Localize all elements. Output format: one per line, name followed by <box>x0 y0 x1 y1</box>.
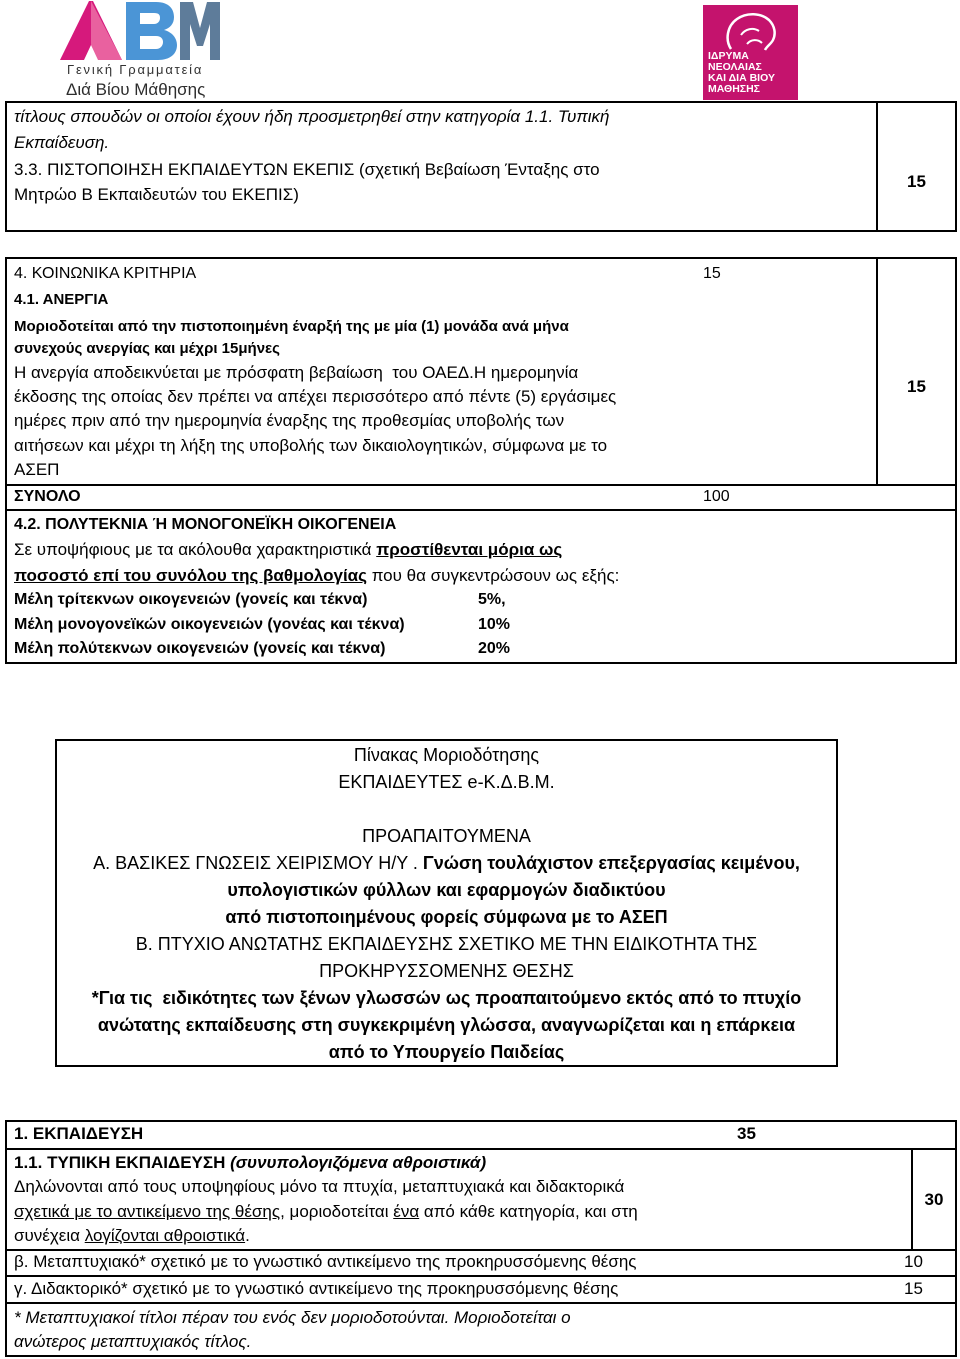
foundation-logo-text: ΜΑΘΗΣΗΣ <box>708 83 760 95</box>
unemployment-title: 4.1. ΑΝΕΡΓΙΑ <box>14 291 109 308</box>
total-label: ΣΥΝΟΛΟ <box>14 488 81 505</box>
requirement-a-text: Γνώση τουλάχιστον επεξεργασίας κειμένου, <box>422 853 800 873</box>
logo-general-secretariat-text: Γενική Γραμματεία <box>67 62 204 77</box>
text-line: Μητρώο Β Εκπαιδευτών του ΕΚΕΠΙΣ) <box>14 185 299 204</box>
language-note-text: από το Υπουργείο Παιδείας <box>328 1042 565 1062</box>
text-line: συνεχούς ανεργίας και μέχρι 15μήνες <box>14 340 280 357</box>
text-line: Η ανεργία αποδεικνύεται με πρόσφατη βεβαίωση του ΟΑΕΔ.Η ημερομηνία <box>14 363 579 382</box>
section-3-3-heading: 3.3. ΠΙΣΤΟΠΟΙΗΣΗ ΕΚΠΑΙΔΕΥΤΩΝ ΕΚΕΠΙΣ (σχετική Βεβαίωση Ένταξης στο <box>14 160 600 179</box>
foundation-logo-text: ΝΕΟΛΑΙΑΣ <box>708 61 762 73</box>
footnote-line: ανώτερος μεταπτυχιακός τίτλος. <box>14 1332 252 1351</box>
box-subtitle: ΕΚΠΑΙΔΕΥΤΕΣ e-Κ.Δ.Β.Μ. <box>338 772 555 792</box>
text-line <box>14 1226 250 1246</box>
family-intro-line <box>14 540 562 560</box>
foundation-logo-text: ΚΑΙ ΔΙΑ ΒΙΟΥ <box>708 72 775 84</box>
formal-education-title <box>14 1153 486 1173</box>
text-line: έκδοσης της οποίας δεν πρέπει να απέχει περισσότερο από πέντε (5) εργάσιμες <box>14 387 617 406</box>
logo-lifelong-learning-text: Διά Βίου Μάθησης <box>66 80 206 99</box>
requirement-a-line <box>57 852 836 874</box>
text-line: ημέρες πριν από την ημερομηνία έναρξης της προθεσμίας υποβολής των <box>14 411 565 430</box>
section-4-points: 15 <box>703 265 721 282</box>
masters-row-points: 10 <box>904 1252 923 1271</box>
text-line: τίτλους σπουδών οι οποίοι έχουν ήδη προσμετρηθεί στην κατηγορία 1.1. Τυπική <box>14 107 610 126</box>
requirement-b-text: ΠΡΟΚΗΡΥΣΣΟΜΕΝΗΣ ΘΕΣΗΣ <box>319 961 574 981</box>
row-divider <box>5 484 957 486</box>
text-span: . <box>245 1226 250 1245</box>
text-line: Μοριοδοτείται από την πιστοποιημένη έναρξή της με μία (1) μονάδα ανά μήνα <box>14 318 569 335</box>
text-line <box>14 1202 638 1222</box>
section-4-heading: 4. ΚΟΙΝΩΝΙΚΑ ΚΡΙΤΗΡΙΑ <box>14 265 197 282</box>
requirement-a-text: υπολογιστικών φύλλων και εφαρμογών διαδικτύου <box>227 880 666 900</box>
text-line: Εκπαίδευση. <box>14 133 110 152</box>
text-line: αιτήσεων και μέχρι τη λήξη της υποβολής των δικαιολογητικών, σύμφωνα με το <box>14 436 608 455</box>
family-row-value: 20% <box>478 640 511 657</box>
row-divider <box>5 1275 957 1277</box>
logo-letter-m <box>180 2 220 60</box>
title-span: 1.1. ΤΥΠΙΚΗ ΕΚΠΑΙΔΕΥΣΗ <box>14 1153 231 1172</box>
family-intro-line <box>14 566 619 586</box>
language-note-text: *Για τις ειδικότητες των ξένων γλωσσών ως προαπαιτούμενο εκτός από το πτυχίο <box>91 988 802 1008</box>
points-value: 15 <box>907 172 926 191</box>
emphasis-span: ποσοστό επί του συνόλου της βαθμολογίας <box>14 566 367 585</box>
text-span: , μοριοδοτείται <box>280 1202 394 1221</box>
row-divider <box>5 1148 957 1150</box>
box-title: Πίνακας Μοριοδότησης <box>353 745 540 765</box>
language-note-text: ανώτατης εκπαίδευσης στη συγκεκριμένη γλώσσα, αναγνωρίζεται και η επάρκεια <box>97 1015 796 1035</box>
formal-education-points: 30 <box>924 1190 944 1209</box>
text-span: Σε υποψήφιους με τα ακόλουθα χαρακτηριστικά <box>14 540 377 559</box>
row-divider <box>5 509 957 511</box>
family-row-label: Μέλη πολύτεκνων οικογενειών (γονείς και τέκνα) <box>14 640 386 657</box>
text-span: συνέχεια <box>14 1226 85 1245</box>
logo-letter-b <box>126 2 177 60</box>
family-row-label: Μέλη τρίτεκνων οικογενειών (γονείς και τέκνα) <box>14 591 368 608</box>
underlined-span: λογίζονται αθροιστικά <box>84 1226 246 1245</box>
education-heading: 1. ΕΚΠΑΙΔΕΥΣΗ <box>14 1124 144 1143</box>
points-value: 15 <box>907 377 926 396</box>
requirement-a-label: Α. ΒΑΣΙΚΕΣ ΓΝΩΣΕΙΣ ΧΕΙΡΙΣΜΟΥ Η/Υ . <box>93 853 423 873</box>
foundation-logo-text: ΙΔΡΥΜΑ <box>708 50 749 62</box>
masters-row-label: β. Μεταπτυχιακό* σχετικό με το γνωστικό αντικείμενο της προκηρυσσόμενης θέσης <box>14 1252 637 1271</box>
requirement-a-text: από πιστοποιημένους φορείς σύμφωνα με το ΑΣΕΠ <box>225 907 668 927</box>
row-divider <box>5 1249 957 1251</box>
prerequisites-heading: ΠΡΟΑΠΑΙΤΟΥΜΕΝΑ <box>362 826 531 846</box>
abm-logo-mark <box>60 0 220 62</box>
row-divider <box>5 1302 957 1304</box>
family-row-value: 5%, <box>478 591 506 608</box>
underlined-span: ένα <box>393 1202 420 1221</box>
column-divider <box>876 101 878 232</box>
emphasis-span: προστίθενται μόρια ως <box>376 540 563 559</box>
text-line: Δηλώνονται από τους υποψηφίους μόνο τα πτυχία, μεταπτυχιακά και διδακτορικά <box>14 1177 625 1196</box>
column-divider <box>876 257 878 485</box>
family-title: 4.2. ΠΟΛΥΤΕΚΝΙΑ Ή ΜΟΝΟΓΟΝΕΪΚΗ ΟΙΚΟΓΕΝΕΙΑ <box>14 516 397 533</box>
requirement-b-text: Β. ΠΤΥΧΙΟ ΑΝΩΤΑΤΗΣ ΕΚΠΑΙΔΕΥΣΗΣ ΣΧΕΤΙΚΟ ΜΕ ΤΗΝ ΕΙΔΙΚΟΤΗΤΑ ΤΗΣ <box>135 934 758 954</box>
logo-letter-b-hole-top <box>140 13 160 24</box>
family-row-value: 10% <box>478 616 511 633</box>
family-row-label: Μέλη μονογονεϊκών οικογενειών (γονέας και τέκνα) <box>14 616 405 633</box>
total-points: 100 <box>703 488 730 505</box>
text-span: που θα συγκεντρώσουν ως εξής: <box>366 566 620 585</box>
title-note-span: (συνυπολογιζόμενα αθροιστικά) <box>230 1153 487 1172</box>
doctorate-row-label: γ. Διδακτορικό* σχετικό με το γνωστικό αντικείμενο της προκηρυσσόμενης θέσης <box>14 1279 619 1298</box>
logo-letter-b-hole-bottom <box>140 36 163 49</box>
text-line: ΑΣΕΠ <box>14 460 60 479</box>
underlined-span: σχετικά με το αντικείμενο της θέσης <box>14 1202 281 1221</box>
footnote-line: * Μεταπτυχιακοί τίτλοι πέραν του ενός δεν μοριοδοτούνται. Μοριοδοτείται ο <box>14 1308 571 1327</box>
doctorate-row-points: 15 <box>904 1279 923 1298</box>
text-span: από κάθε κατηγορία, και στη <box>419 1202 638 1221</box>
education-points: 35 <box>737 1124 756 1143</box>
